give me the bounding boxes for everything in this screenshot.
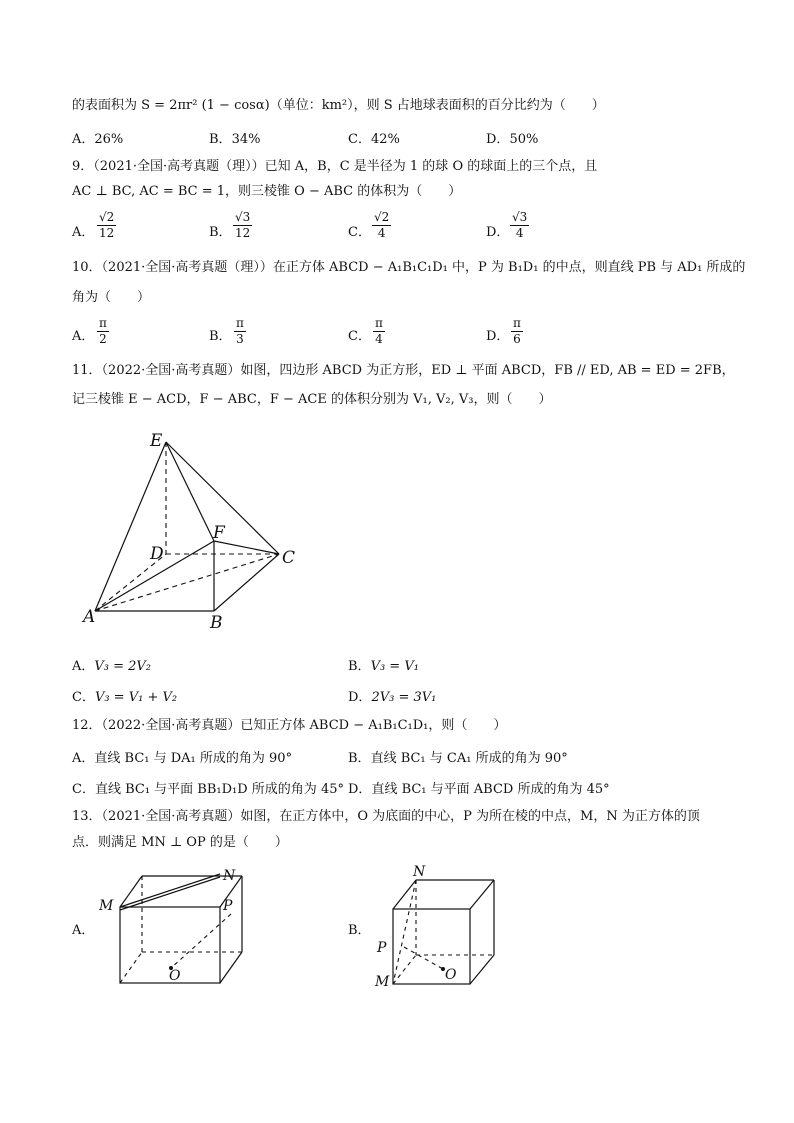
q13-text-line1: 13．（2021·全国·高考真题）如图，在正方体中，O 为底面的中心，P 为所在棱的中点，M，N 为正方体的顶 <box>72 809 700 824</box>
q9-option-b-fraction: $\frac{√3}{12}$ <box>235 210 251 240</box>
edge-AC-hidden <box>95 554 279 611</box>
edge-BC <box>214 554 279 611</box>
q9-option-a-fraction: $\frac{√2}{12}$ <box>99 210 115 240</box>
q8-option-c[interactable]: C．42% <box>348 132 400 147</box>
q10-text-line2: 角为（ ） <box>72 290 151 305</box>
q9-option-d-label[interactable]: D． <box>486 225 510 240</box>
label-F: F <box>213 523 225 543</box>
edge-EF <box>166 442 214 541</box>
q11-pyramid-figure <box>80 428 320 633</box>
q11-option-b[interactable]: B．V₃ = V₁ <box>348 659 419 674</box>
cube-a-label-N: N <box>223 868 236 884</box>
label-C: C <box>282 548 296 568</box>
label-E: E <box>150 431 163 451</box>
q11-text-line2: 记三棱锥 E − ACD，F − ABC，F − ACE 的体积分别为 V₁, V₂, V₃，则（ ） <box>72 392 552 407</box>
q13-option-b-label[interactable]: B． <box>348 923 371 938</box>
q13-cube-a-figure <box>95 862 255 992</box>
q9-option-a-label[interactable]: A． <box>72 225 95 240</box>
q10-option-c-fraction: $\frac{\pi}{4}$ <box>375 316 383 346</box>
cube-b-edge <box>470 880 494 909</box>
q8-option-d[interactable]: D．50% <box>486 132 539 147</box>
q11-option-a[interactable]: A．V₃ = 2V₂ <box>72 659 152 674</box>
q12-text-line1: 12．（2022·全国·高考真题）已知正方体 ABCD − A₁B₁C₁D₁，则（ ） <box>72 718 507 733</box>
q9-option-b-label[interactable]: B． <box>209 225 232 240</box>
cube-a-label-P: P <box>223 898 233 914</box>
q10-option-d-fraction: $\frac{\pi}{6}$ <box>513 316 521 346</box>
cube-b-segment-OP <box>404 947 443 969</box>
cube-a-segment-MN <box>120 874 220 907</box>
cube-a-label-O: O <box>169 968 181 984</box>
q13-option-a-label[interactable]: A． <box>72 923 95 938</box>
cube-b-label-O: O <box>445 967 457 983</box>
q11-option-d[interactable]: D．2V₃ = 3V₁ <box>348 690 437 705</box>
cube-a-hidden-edge <box>120 952 142 983</box>
q11-option-c[interactable]: C．V₃ = V₁ + V₂ <box>72 690 178 705</box>
q12-option-c[interactable]: C．直线 BC₁ 与平面 BB₁D₁D 所成的角为 45° <box>72 782 344 797</box>
q8-text: 的表面积为 S = 2πr² (1 − cosα)（单位：km²），则 S 占地球表面积的百分比约为（ ） <box>72 98 605 113</box>
cube-a-edge <box>220 952 242 983</box>
cube-b-edge <box>470 955 494 984</box>
q10-option-b-label[interactable]: B． <box>209 329 232 344</box>
q10-option-b-fraction: $\frac{\pi}{3}$ <box>236 316 244 346</box>
edge-EA <box>95 442 166 611</box>
q12-option-b[interactable]: B．直线 BC₁ 与 CA₁ 所成的角为 90° <box>348 751 568 766</box>
q9-text-line1: 9．（2021·全国·高考真题（理））已知 A，B，C 是半径为 1 的球 O 的球面上的三个点，且 <box>72 159 598 174</box>
label-B: B <box>210 613 223 633</box>
q10-option-c-label[interactable]: C． <box>348 329 371 344</box>
q10-option-a-label[interactable]: A． <box>72 329 95 344</box>
q10-option-d-label[interactable]: D． <box>486 329 510 344</box>
q9-option-c-label[interactable]: C． <box>348 225 371 240</box>
q12-option-d[interactable]: D．直线 BC₁ 与平面 ABCD 所成的角为 45° <box>348 782 610 797</box>
q9-text-line2: AC ⊥ BC, AC = BC = 1，则三棱锥 O − ABC 的体积为（ ） <box>72 184 462 199</box>
q11-text-line1: 11．（2022·全国·高考真题）如图，四边形 ABCD 为正方形，ED ⊥ 平面 ABCD，FB // ED, AB = ED = 2FB， <box>72 363 735 378</box>
q8-option-a[interactable]: A．26% <box>72 132 124 147</box>
q9-option-d-fraction: $\frac{√3}{4}$ <box>512 210 528 240</box>
cube-a-segment-MN-shadow <box>120 877 220 910</box>
cube-a-segment-OP <box>171 914 231 968</box>
cube-a-label-M: M <box>99 898 114 914</box>
q9-option-c-fraction: $\frac{√2}{4}$ <box>374 210 390 240</box>
label-A: A <box>83 607 96 627</box>
label-D: D <box>150 544 164 564</box>
q12-option-a[interactable]: A．直线 BC₁ 与 DA₁ 所成的角为 90° <box>72 751 293 766</box>
cube-a-edge <box>120 876 142 907</box>
cube-b-label-P: P <box>377 940 387 956</box>
cube-b-front-face <box>393 909 470 984</box>
q13-cube-b-figure <box>370 862 520 992</box>
q13-text-line2: 点．则满足 MN ⊥ OP 的是（ ） <box>72 835 288 850</box>
q8-option-b[interactable]: B．34% <box>209 132 261 147</box>
cube-b-label-M: M <box>375 974 390 990</box>
cube-b-segment-MN <box>393 880 416 984</box>
cube-b-label-N: N <box>413 864 426 880</box>
q10-text-line1: 10．（2021·全国·高考真题（理））在正方体 ABCD − A₁B₁C₁D₁ 中，P 为 B₁D₁ 的中点，则直线 PB 与 AD₁ 所成的 <box>72 260 746 275</box>
cube-b-edge <box>393 880 416 909</box>
q10-option-a-fraction: $\frac{\pi}{2}$ <box>99 316 107 346</box>
